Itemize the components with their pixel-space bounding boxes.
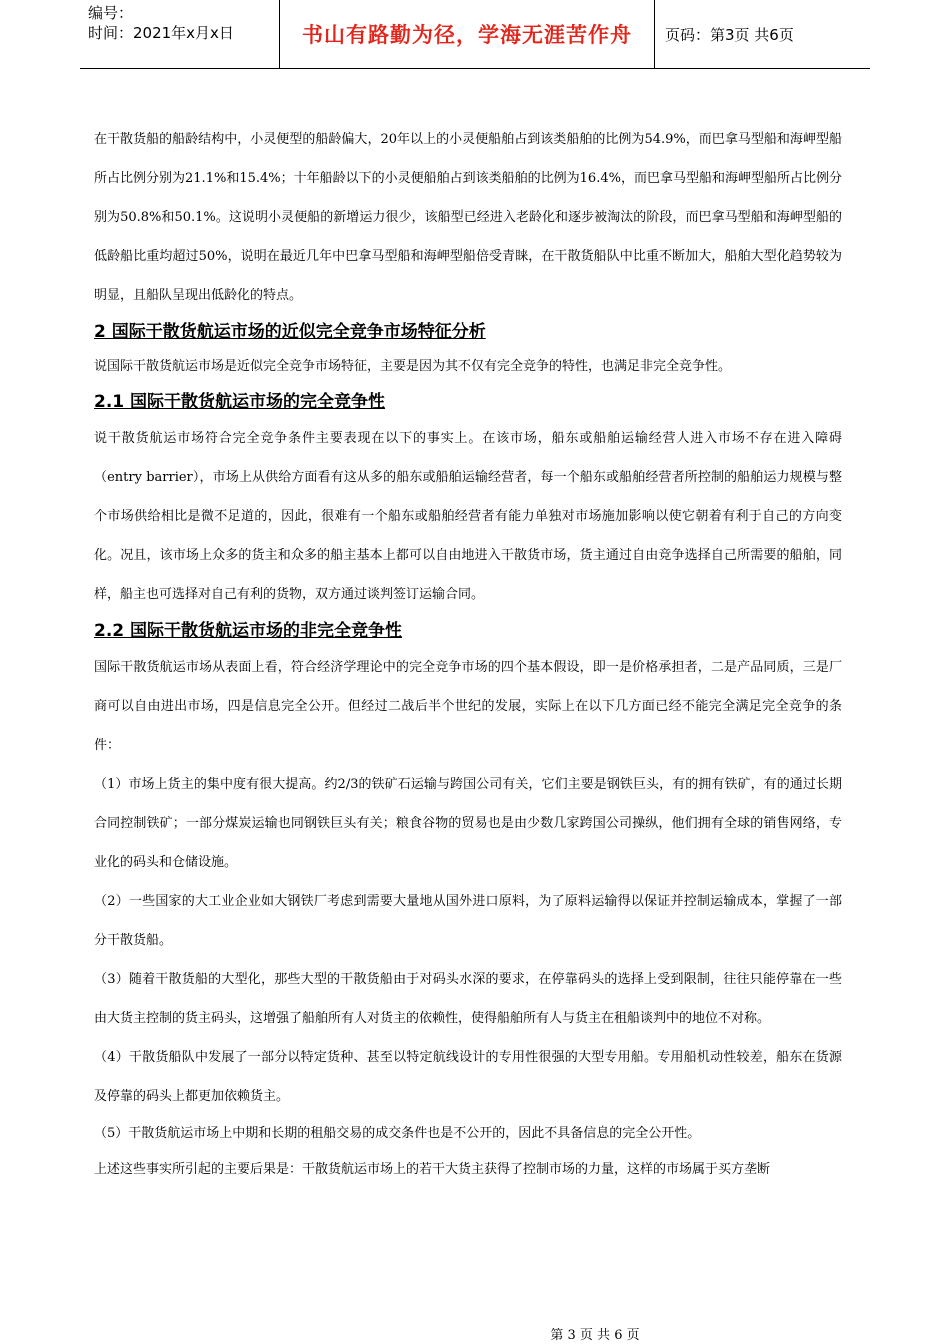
paragraph-item-1: （1）市场上货主的集中度有很大提高。约2/3的铁矿石运输与跨国公司有关，它们主要是钢铁巨头，有的拥有铁矿，有的通过长期合同控制铁矿；一部分煤炭运输也同钢铁巨头有关；粮食谷物的贸易也是由少数几家跨国公司操纵，他们拥有全球的销售网络，专业化的码头和仓储设施。: [94, 777, 842, 870]
heading-section-2-2: 2.2 国际干散货航运市场的非完全竞争性: [94, 621, 403, 641]
paragraph-intro-2: 说国际干散货航运市场是近似完全竞争市场特征，主要是因为其不仅有完全竞争的特性，也满足非完全竞争性。: [94, 359, 732, 374]
paragraph-ship-age: 在干散货船的船龄结构中，小灵便型的船龄偏大，20年以上的小灵便船舶占到该类船舶的比例为54.9%，而巴拿马型船和海岬型船所占比例分别为21.1%和15.4%；十年船龄以下的小灵便船舶占到该类船舶的比例为16.4%，而巴拿马型船和海岬型船所占比例分别为50.8%和50.1%。这说明小灵便船的新增运力很少，该船型已经进入老龄化和逐步被淘汰的阶段，而巴拿马型船和海岬型船的低龄船比重均超过50%，说明在最近几年中巴拿马型船和海岬型船倍受青睐，在干散货船队中比重不断加大，船舶大型化趋势较为明显，且船队呈现出低龄化的特点。: [94, 132, 842, 303]
paragraph-item-4: （4）干散货船队中发展了一部分以特定货种、甚至以特定航线设计的专用性很强的大型专用船。专用船机动性较差，船东在货源及停靠的码头上都更加依赖货主。: [94, 1050, 842, 1104]
page-header: [80, 0, 870, 69]
number-label: 编号：: [88, 4, 134, 22]
heading-section-2: 2 国际干散货航运市场的近似完全竞争市场特征分析: [94, 322, 486, 342]
paragraph-imperfect-intro: 国际干散货航运市场从表面上看，符合经济学理论中的完全竞争市场的四个基本假设，即一是价格承担者，二是产品同质，三是厂商可以自由进出市场，四是信息完全公开。但经过二战后半个世纪的发展，实际上在以下几方面已经不能完全满足完全竞争的条件：: [94, 660, 842, 753]
paragraph-item-5: （5）干散货航运市场上中期和长期的租船交易的成交条件也是不公开的，因此不具备信息的完全公开性。: [94, 1126, 701, 1141]
header-meta: [80, 0, 280, 68]
document-body: [94, 120, 842, 1188]
paragraph-item-2: （2）一些国家的大工业企业如大钢铁厂考虑到需要大量地从国外进口原料，为了原料运输得以保证并控制运输成本，掌握了一部分干散货船。: [94, 894, 842, 948]
paragraph-item-3: （3）随着干散货船的大型化，那些大型的干散货船由于对码头水深的要求，在停靠码头的选择上受到限制，往往只能停靠在一些由大货主控制的货主码头，这增强了船舶所有人对货主的依赖性，使得船舶所有人与货主在租船谈判中的地位不对称。: [94, 972, 842, 1026]
heading-section-2-1: 2.1 国际干散货航运市场的完全竞争性: [94, 392, 386, 412]
page-footer: 第 3 页 共 6 页: [550, 1328, 640, 1343]
paragraph-perfect-competition: 说干散货航运市场符合完全竞争条件主要表现在以下的事实上。在该市场，船东或船舶运输经营人进入市场不存在进入障碍（entry barrier），市场上从供给方面看有这从多的船东或船舶运输经营者，每一个船东或船舶经营者所控制的船舶运力规模与整个市场供给相比是微不足道的，因此，很难有一个船东或船舶经营者有能力单独对市场施加影响以使它朝着有利于自己的方向变化。况且，该市场上众多的货主和众多的船主基本上都可以自由地进入干散货市场，货主通过自由竞争选择自己所需要的船舶，同样，船主也可选择对自己有利的货物，双方通过谈判签订运输合同。: [94, 431, 842, 602]
paragraph-consequence: 上述这些事实所引起的主要后果是：干散货航运市场上的若干大货主获得了控制市场的力量，这样的市场属于买方垄断: [94, 1162, 771, 1177]
header-page-info: 页码：第3页 共6页: [665, 25, 794, 44]
date-label: 时间：2021年x月x日: [88, 24, 234, 42]
header-motto: 书山有路勤为径，学海无涯苦作舟: [280, 0, 655, 68]
